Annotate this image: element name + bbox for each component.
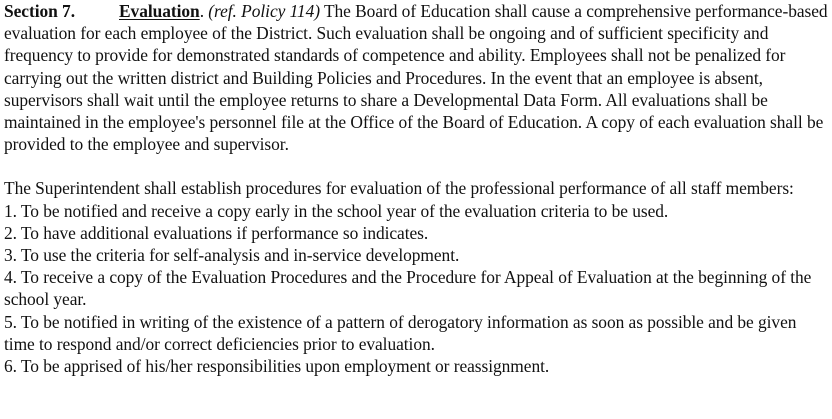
procedures-intro: The Superintendent shall establish procedures for evaluation of the professional performance of all staff members: [4,178,794,199]
section-body: The Board of Education shall cause a comprehensive performance-based evaluation for each employee of the District. Such evaluation shall be ongoing and of sufficient specificity and frequency to provide for demonstrated standards of competence and ability. Employees shall not be penalized for carrying out the written district and Building Policies and Procedures. In the event that an employee is absent, supervisors shall wait until the employee returns to share a Developmental Data Form. All evaluations shall be maintained in the employee's personnel file at the Office of the Board of Education. A copy of each evaluation shall be provided to the employee and supervisor. [4,1,828,155]
list-item: 2. To have additional evaluations if performance so indicates. [4,222,429,243]
list-item: 1. To be notified and receive a copy early in the school year of the evaluation criteria to be used. [4,200,669,221]
list-item: 3. To use the criteria for self-analysis and in-service development. [4,245,460,266]
list-item: 6. To be apprised of his/her responsibilities upon employment or reassignment. [4,356,550,377]
list-item: 4. To receive a copy of the Evaluation Procedures and the Procedure for Appeal of Evaluation at the beginning of the school year. [4,267,812,310]
heading-punctuation: . [199,1,209,21]
policy-reference: (ref. Policy 114) [208,1,320,21]
paragraph-gap [4,155,830,177]
section-7-paragraph [4,0,830,155]
section-heading: Evaluation [119,1,200,21]
section-number: Section 7. [4,1,75,21]
list-item: 5. To be notified in writing of the existence of a pattern of derogatory information as soon as possible and be given time to respond and/or correct deficiencies prior to evaluation. [4,311,797,354]
document-page [4,0,830,377]
procedures-list [4,200,830,378]
